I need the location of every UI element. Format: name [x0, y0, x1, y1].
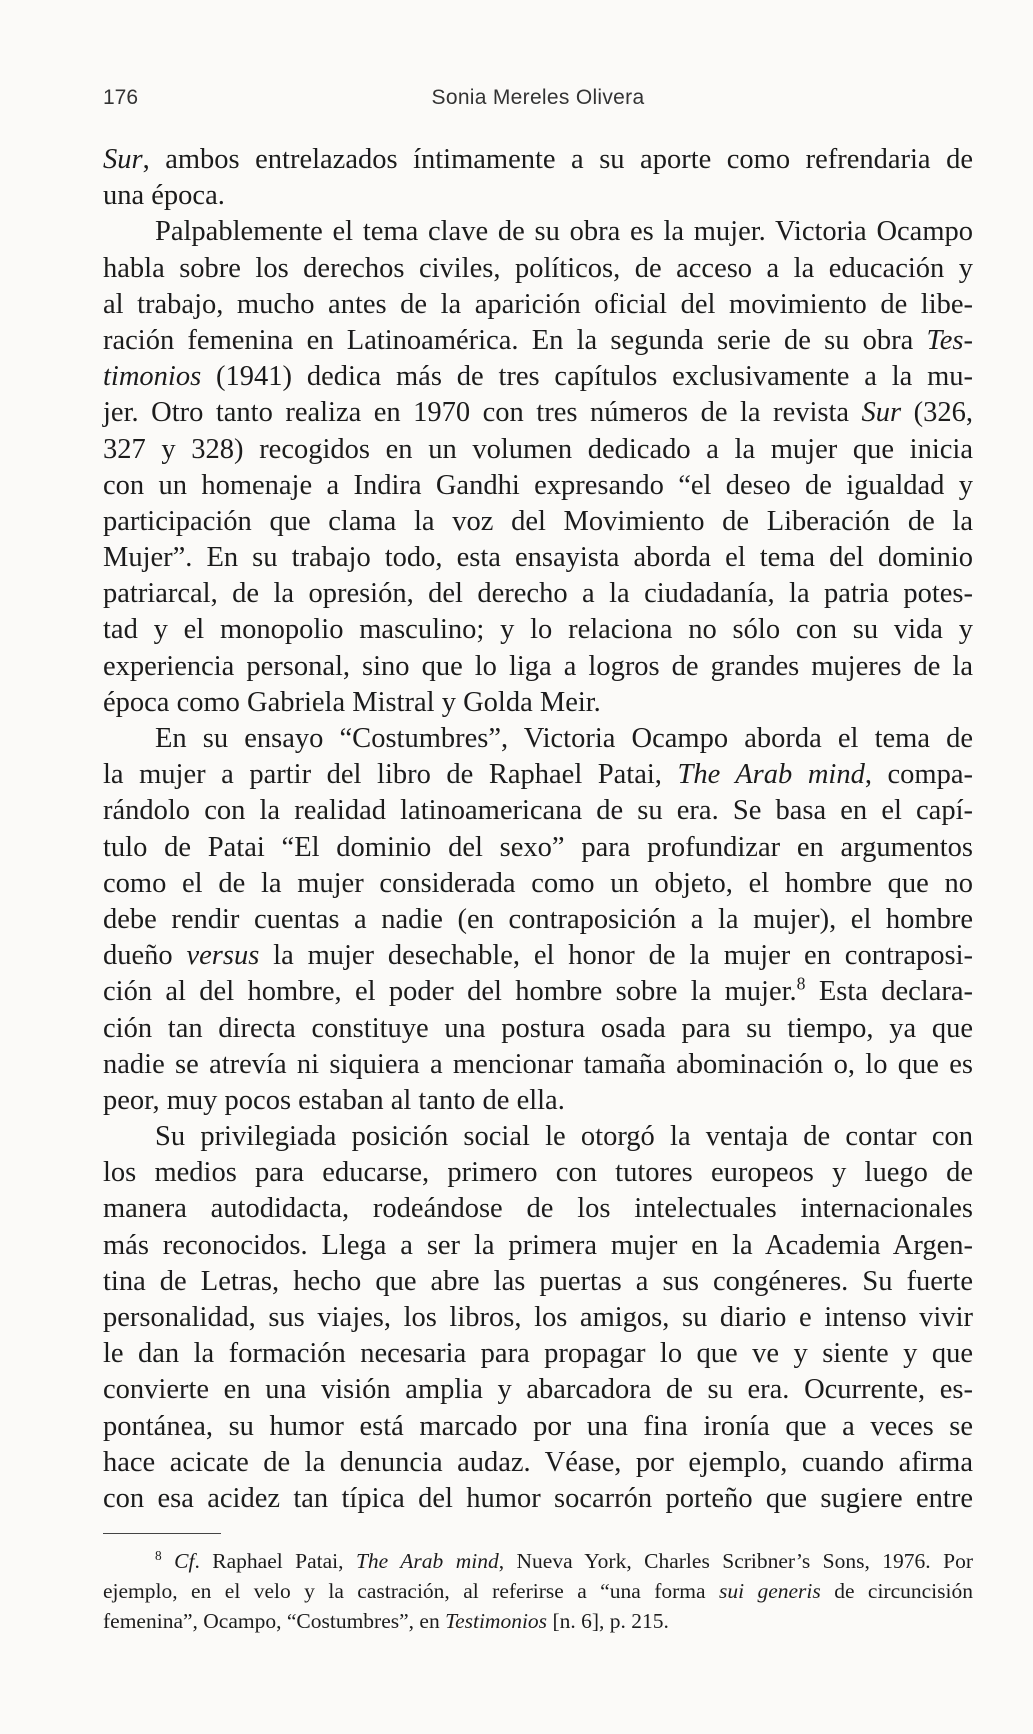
- italic-text: The Arab mind: [355, 1549, 499, 1573]
- text-line: [103, 1083, 973, 1119]
- text-run: tad y el monopolio masculino; y lo relaciona no sólo con su vida y: [103, 614, 973, 646]
- body-text: [103, 142, 973, 1517]
- text-run: la mujer a partir del libro de Raphael Patai,: [103, 759, 678, 791]
- italic-text: Tes-: [926, 324, 973, 356]
- text-run: experiencia personal, sino que lo liga a logros de grandes mujeres de la: [103, 650, 973, 682]
- text-run: En su ensayo “Costumbres”, Victoria Ocampo aborda el tema de: [155, 723, 973, 754]
- running-head: Sonia Mereles Olivera: [431, 86, 645, 109]
- text-line: [103, 1047, 973, 1083]
- text-run: personalidad, sus viajes, los libros, los amigos, su diario e intenso vivir: [103, 1302, 973, 1333]
- text-run: le dan la formación necesaria para propagar lo que ve y siente y que: [103, 1338, 973, 1370]
- text-run: con un homenaje a Indira Gandhi expresando “el deseo de igualdad y: [103, 469, 973, 501]
- text-run: Palpablemente el tema clave de su obra es la mujer. Victoria Ocampo: [155, 216, 973, 248]
- text-line: [103, 359, 973, 395]
- text-line: [103, 251, 973, 287]
- text-run: habla sobre los derechos civiles, políticos, de acceso a la educación y: [103, 252, 973, 284]
- text-line: [103, 1119, 973, 1155]
- text-line: [103, 214, 973, 250]
- text-line: [103, 468, 973, 504]
- text-line: [103, 1011, 973, 1047]
- text-run: (326,: [901, 397, 973, 429]
- text-line: [103, 1300, 973, 1336]
- text-line: [103, 1191, 973, 1227]
- text-line: [103, 721, 973, 757]
- text-run: jer. Otro tanto realiza en 1970 con tres números de la revista: [103, 397, 862, 429]
- text-line: [103, 142, 973, 178]
- italic-text: sui generis: [718, 1579, 821, 1603]
- text-line: [103, 504, 973, 540]
- text-run: , compa-: [864, 759, 973, 791]
- text-run: pontánea, su humor está marcado por una fina ironía que a veces se: [103, 1410, 973, 1442]
- text-run: tina de Letras, hecho que abre las puertas a sus congéneres. Su fuerte: [103, 1265, 973, 1297]
- text-line: [103, 1372, 973, 1408]
- text-run: ción tan directa constituye una postura osada para su tiempo, ya que: [103, 1012, 973, 1044]
- italic-text: Sur: [103, 144, 143, 175]
- page-header: [103, 86, 973, 126]
- text-run: más reconocidos. Llega a ser la primera mujer en la Academia Argen-: [103, 1229, 973, 1261]
- page-number: 176: [103, 86, 139, 109]
- text-run: femenina”, Ocampo, “Costumbres”, en: [103, 1609, 446, 1633]
- text-run: 327 y 328) recogidos en un volumen dedicado a la mujer que inicia: [103, 433, 973, 465]
- text-run: Mujer”. En su trabajo todo, esta ensayista aborda el tema del dominio: [103, 542, 973, 574]
- text-run: al trabajo, mucho antes de la aparición oficial del movimiento de libe-: [103, 288, 973, 320]
- text-line: [103, 323, 973, 359]
- footnote-line: [103, 1607, 973, 1637]
- text-run: (1941) dedica más de tres capítulos exclusivamente a la mu-: [201, 361, 973, 393]
- text-line: [103, 432, 973, 468]
- text-run: Esta declara-: [805, 976, 973, 1008]
- text-line: [103, 1481, 973, 1517]
- text-run: nadie se atrevía ni siquiera a mencionar tamaña abominación o, lo que es: [103, 1048, 973, 1080]
- text-run: la mujer desechable, el honor de la mujer en contraposi-: [259, 940, 973, 972]
- text-line: [103, 685, 973, 721]
- text-run: rándolo con la realidad latinoamericana de su era. Se basa en el capí-: [103, 795, 973, 827]
- footnote-line: [103, 1577, 973, 1607]
- text-line: [103, 612, 973, 648]
- text-line: [103, 540, 973, 576]
- text-run: época como Gabriela Mistral y Golda Meir.: [103, 686, 601, 718]
- text-line: [103, 1445, 973, 1481]
- italic-text: Sur: [861, 397, 902, 429]
- text-line: [103, 866, 973, 902]
- text-line: [103, 395, 973, 431]
- text-line: [103, 178, 973, 214]
- text-run: debe rendir cuentas a nadie (en contraposición a la mujer), el hombre: [103, 903, 973, 935]
- footnote-rule: [103, 1533, 221, 1534]
- text-run: manera autodidacta, rodeándose de los intelectuales internacionales: [103, 1193, 973, 1225]
- footnote-line: [103, 1547, 973, 1577]
- text-run: . Raphael Patai,: [194, 1549, 356, 1573]
- italic-text: Testimonios: [445, 1609, 548, 1633]
- footnote-marker: 8: [796, 973, 806, 994]
- text-line: [103, 1264, 973, 1300]
- text-run: dueño: [103, 940, 187, 972]
- text-run: tulo de Patai “El dominio del sexo” para profundizar en argumentos: [103, 831, 973, 863]
- text-run: , Nueva York, Charles Scribner’s Sons, 1976. Por: [498, 1549, 973, 1573]
- text-run: [162, 1549, 174, 1573]
- text-line: [103, 576, 973, 612]
- text-line: [103, 757, 973, 793]
- text-line: [103, 830, 973, 866]
- text-run: ción al del hombre, el poder del hombre sobre la mujer.: [103, 976, 797, 1008]
- text-run: como el de la mujer considerada como un objeto, el hombre que no: [103, 867, 973, 899]
- text-run: , ambos entrelazados íntimamente a su aporte como refrendaria de: [142, 144, 973, 175]
- text-run: patriarcal, de la opresión, del derecho a la ciudadanía, la patria potes-: [103, 578, 973, 610]
- text-run: participación que clama la voz del Movimiento de Liberación de la: [103, 505, 973, 537]
- text-line: [103, 1155, 973, 1191]
- text-line: [103, 938, 973, 974]
- text-run: los medios para educarse, primero con tutores europeos y luego de: [103, 1157, 973, 1189]
- text-line: [103, 974, 973, 1010]
- text-line: [103, 793, 973, 829]
- text-run: de circuncisión: [820, 1579, 973, 1603]
- text-run: convierte en una visión amplia y abarcadora de su era. Ocurrente, es-: [103, 1374, 973, 1406]
- text-run: con esa acidez tan típica del humor socarrón porteño que sugiere entre: [103, 1482, 973, 1514]
- text-run: [n. 6], p. 215.: [547, 1609, 669, 1633]
- text-run: ejemplo, en el velo y la castración, al referirse a “una forma: [103, 1579, 719, 1603]
- italic-text: Cf: [174, 1549, 195, 1573]
- text-line: [103, 902, 973, 938]
- text-line: [103, 1228, 973, 1264]
- footnote-marker: 8: [155, 1547, 162, 1563]
- footnotes: [103, 1547, 973, 1637]
- text-run: hace acicate de la denuncia audaz. Véase, por ejemplo, cuando afirma: [103, 1446, 973, 1478]
- text-run: ración femenina en Latinoamérica. En la segunda serie de su obra: [103, 324, 927, 356]
- text-line: [103, 1409, 973, 1445]
- italic-text: versus: [186, 940, 260, 972]
- text-run: una época.: [103, 180, 225, 212]
- text-run: Su privilegiada posición social le otorgó la ventaja de contar con: [155, 1121, 973, 1153]
- text-line: [103, 649, 973, 685]
- text-run: peor, muy pocos estaban al tanto de ella.: [103, 1084, 565, 1116]
- italic-text: The Arab mind: [677, 759, 865, 791]
- text-line: [103, 1336, 973, 1372]
- italic-text: timonios: [103, 361, 202, 393]
- text-line: [103, 287, 973, 323]
